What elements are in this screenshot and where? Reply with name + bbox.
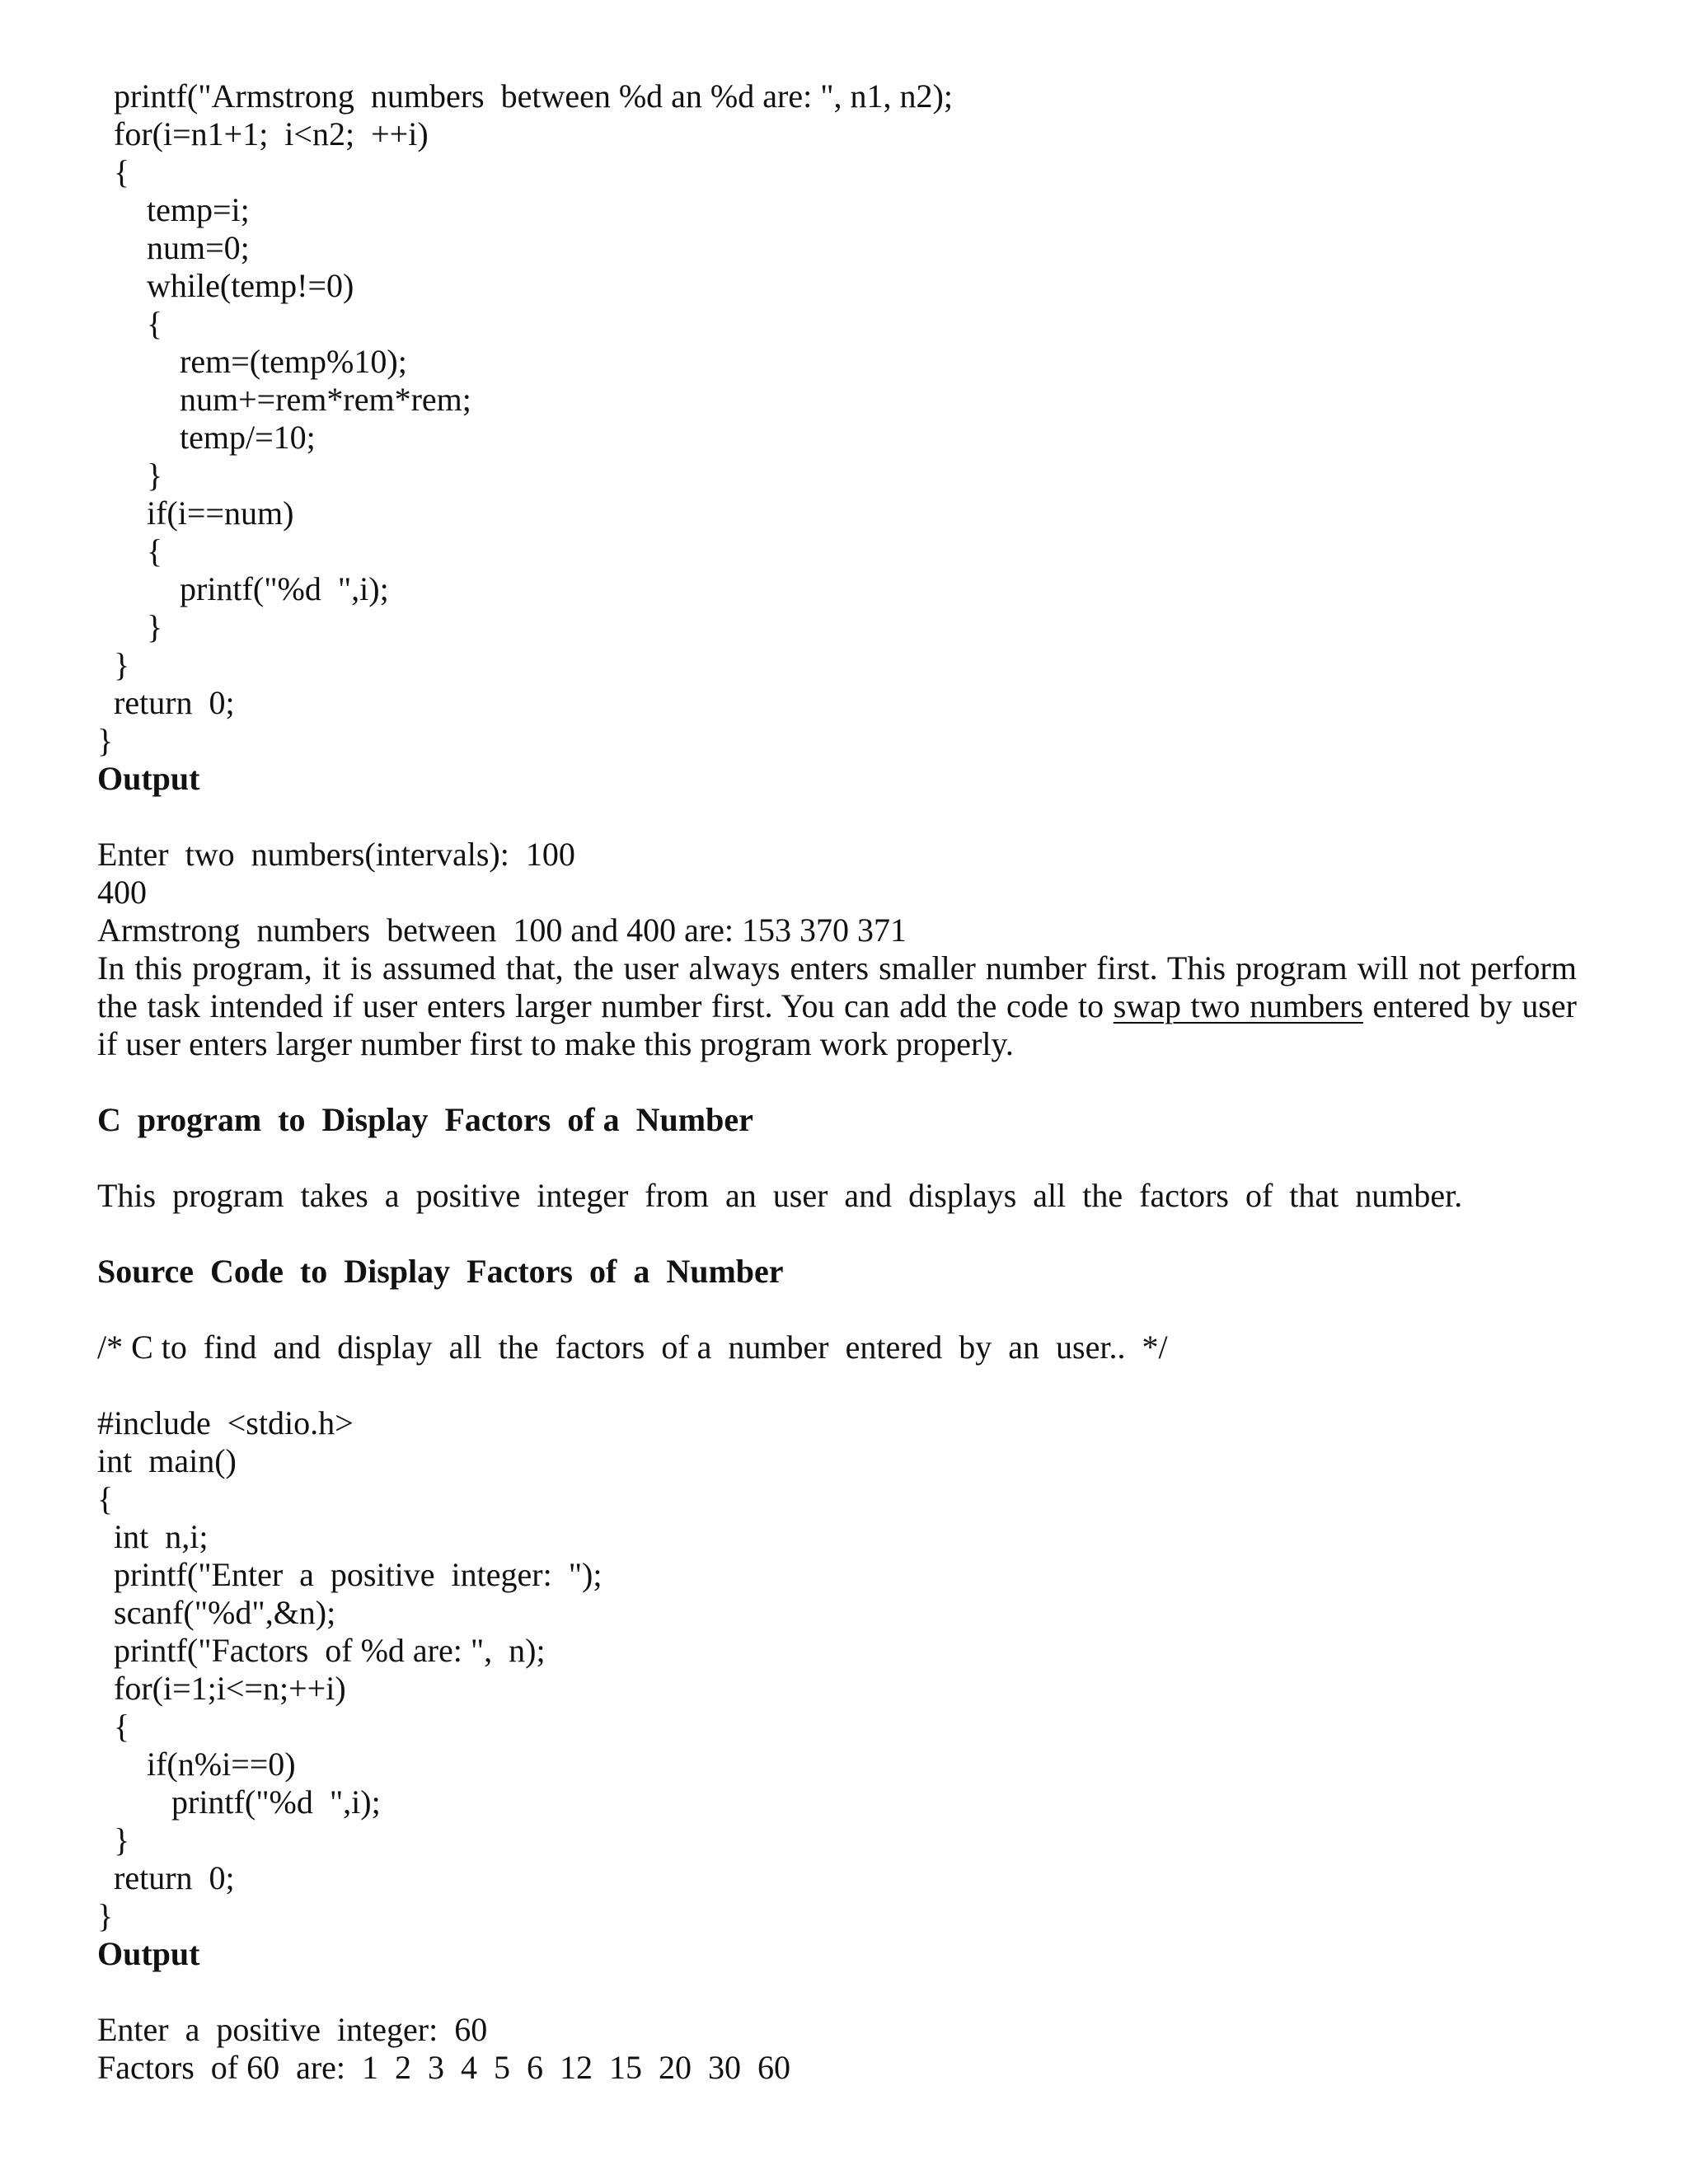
- code-line: for(i=1;i<=n;++i): [97, 1670, 346, 1707]
- paragraph-text: the task intended if user enters larger number first. You can add the code to: [97, 987, 1114, 1024]
- code-line: scanf("%d",&n);: [97, 1594, 336, 1631]
- section-heading: C program to Display Factors of a Number: [97, 1101, 753, 1138]
- code-line: }: [97, 1821, 130, 1858]
- code-line: return 0;: [97, 1859, 235, 1896]
- code-line: if(n%i==0): [97, 1746, 296, 1783]
- code-line: printf("Armstrong numbers between %d an %d are: ", n1, n2);: [97, 77, 953, 115]
- code-line: {: [97, 305, 163, 342]
- code-line: printf("%d ",i);: [97, 1783, 381, 1821]
- code-line: printf("%d ",i);: [97, 570, 389, 607]
- output-line: Factors of 60 are: 1 2 3 4 5 6 12 15 20 30 60: [97, 2049, 791, 2086]
- code-line: {: [97, 1708, 130, 1745]
- code-line: {: [97, 532, 163, 569]
- code-line: while(temp!=0): [97, 267, 354, 304]
- code-line: int n,i;: [97, 1518, 209, 1555]
- code-line: }: [97, 457, 163, 494]
- code-line: }: [97, 1897, 114, 1934]
- code-line: }: [97, 608, 163, 645]
- code-line: rem=(temp%10);: [97, 343, 407, 380]
- code-line: }: [97, 646, 130, 683]
- code-comment: /* C to find and display all the factors of a number entered by an user.. */: [97, 1329, 1168, 1366]
- section-intro: This program takes a positive integer from an user and displays all the factors of that number.: [97, 1177, 1463, 1214]
- code-line: temp=i;: [97, 191, 250, 228]
- code-line: return 0;: [97, 684, 235, 721]
- output-heading: Output: [97, 1935, 200, 1972]
- code-line: {: [97, 1480, 114, 1517]
- output-line: Enter a positive integer: 60: [97, 2011, 488, 2048]
- code-line: printf("Factors of %d are: ", n);: [97, 1632, 546, 1669]
- output-line: Enter two numbers(intervals): 100: [97, 836, 575, 873]
- code-line: if(i==num): [97, 494, 294, 532]
- paragraph-line: [97, 987, 1577, 1025]
- code-line: num=0;: [97, 229, 250, 266]
- code-line: temp/=10;: [97, 419, 316, 456]
- paragraph-line: if user enters larger number first to make this program work properly.: [97, 1025, 1014, 1062]
- code-line: num+=rem*rem*rem;: [97, 381, 471, 418]
- code-line: printf("Enter a positive integer: ");: [97, 1556, 603, 1593]
- swap-two-numbers-link[interactable]: swap two numbers: [1113, 987, 1363, 1024]
- paragraph-line: In this program, it is assumed that, the user always enters smaller number first. This program will not perform: [97, 949, 1577, 987]
- code-line: #include <stdio.h>: [97, 1404, 354, 1441]
- source-code-heading: Source Code to Display Factors of a Number: [97, 1253, 784, 1290]
- code-line: {: [97, 153, 130, 190]
- paragraph-text: entered by user: [1362, 987, 1577, 1024]
- code-line: int main(): [97, 1442, 237, 1479]
- output-heading: Output: [97, 760, 200, 797]
- code-line: for(i=n1+1; i<n2; ++i): [97, 115, 429, 152]
- output-line: 400: [97, 874, 147, 911]
- output-line: Armstrong numbers between 100 and 400 are: 153 370 371: [97, 912, 907, 949]
- code-line: }: [97, 722, 114, 759]
